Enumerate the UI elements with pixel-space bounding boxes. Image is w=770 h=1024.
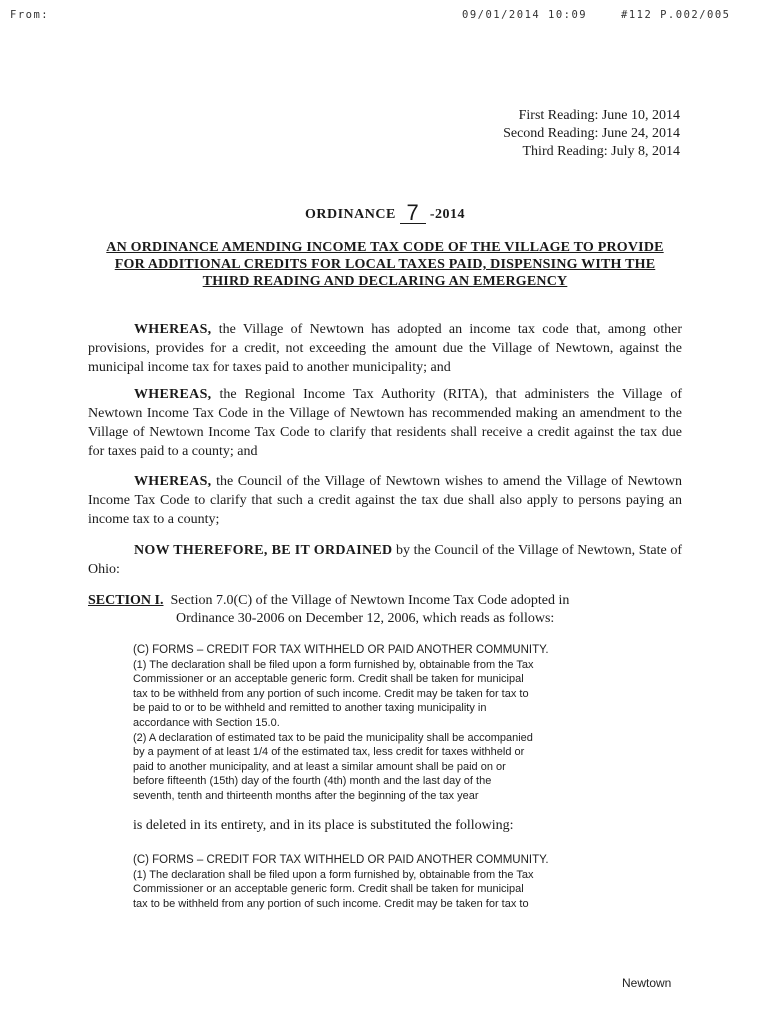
- ordinance-number: 7: [400, 203, 426, 224]
- heading-line: AN ORDINANCE AMENDING INCOME TAX CODE OF THE VILLAGE TO PROVIDE: [106, 240, 664, 255]
- code-line: (C) FORMS – CREDIT FOR TAX WITHHELD OR PAID ANOTHER COMMUNITY.: [133, 644, 549, 656]
- paragraph-text: by the Council of the Village of Newtown, State of Ohio:: [88, 543, 682, 577]
- fax-date: 09/01/2014: [462, 9, 541, 21]
- code-line: (C) FORMS – CREDIT FOR TAX WITHHELD OR PAID ANOTHER COMMUNITY.: [133, 854, 549, 866]
- whereas-paragraph-1: [88, 320, 682, 377]
- code-line: (1) The declaration shall be filed upon a form furnished by, obtainable from the Tax: [133, 868, 534, 881]
- code-line: seventh, tenth and thirteenth months after the beginning of the tax year: [133, 789, 479, 802]
- paragraph-text: the Regional Income Tax Authority (RITA), that administers the Village of Newtown Income Tax Code in the Village of Newtown has recommended making an amendment to the Village of Newtown Income Tax Code to clarify that residents shall receive a credit against the tax due for taxes paid to a county; and: [88, 387, 682, 459]
- paragraph-text: the Council of the Village of Newtown wishes to amend the Village of Newtown Income Tax Code to clarify that such a credit against the tax due shall also apply to persons paying an income tax to a county;: [88, 474, 682, 527]
- section-text-line-1: Section 7.0(C) of the Village of Newtown Income Tax Code adopted in: [163, 593, 570, 608]
- section-label: SECTION I.: [88, 593, 164, 608]
- first-reading: First Reading: June 10, 2014: [518, 108, 680, 123]
- paragraph-lead: WHEREAS,: [134, 474, 212, 489]
- footer-newtown: Newtown: [622, 976, 672, 990]
- code-line: tax to be withheld from any portion of such income. Credit may be taken for tax to: [133, 687, 529, 700]
- second-reading: Second Reading: June 24, 2014: [503, 126, 680, 141]
- heading-line: THIRD READING AND DECLARING AN EMERGENCY: [202, 274, 568, 289]
- code-line: before fifteenth (15th) day of the fourth (4th) month and the last day of the: [133, 775, 492, 788]
- fax-time: 10:09: [548, 9, 588, 21]
- fax-page-number: #112 P.002/005: [621, 9, 731, 21]
- code-line: (2) A declaration of estimated tax to be paid the municipality shall be accompanied: [133, 731, 533, 744]
- ordinance-prefix: ORDINANCE: [304, 207, 396, 222]
- paragraph-lead: WHEREAS,: [134, 387, 212, 402]
- code-line: Commissioner or an acceptable generic form. Credit shall be taken for municipal: [133, 883, 524, 896]
- reading-dates: [503, 107, 680, 161]
- code-line: by a payment of at least 1/4 of the estimated tax, less credit for taxes withheld or: [133, 746, 525, 759]
- whereas-paragraph-3: [88, 472, 682, 529]
- fax-from: From:: [10, 9, 50, 21]
- whereas-paragraph-2: [88, 385, 682, 461]
- section-text-line-2: Ordinance 30-2006 on December 12, 2006, which reads as follows:: [176, 611, 555, 626]
- third-reading: Third Reading: July 8, 2014: [522, 144, 680, 159]
- ordained-paragraph: [88, 541, 682, 579]
- substitution-statement: is deleted in its entirety, and in its place is substituted the following:: [133, 818, 514, 833]
- code-line: be paid to or to be withheld and remitted to another taxing municipality in: [133, 702, 487, 715]
- heading-line: FOR ADDITIONAL CREDITS FOR LOCAL TAXES PAID, DISPENSING WITH THE: [114, 257, 656, 272]
- paragraph-lead: WHEREAS,: [134, 322, 212, 337]
- ordinance-title: [0, 200, 770, 225]
- code-line: accordance with Section 15.0.: [133, 716, 280, 729]
- original-code-text: [133, 643, 603, 804]
- ordinance-year: -2014: [429, 207, 465, 222]
- replacement-code-text: [133, 853, 603, 911]
- section-1: [88, 592, 682, 628]
- code-line: (1) The declaration shall be filed upon a form furnished by, obtainable from the Tax: [133, 658, 534, 671]
- paragraph-lead: NOW THEREFORE, BE IT ORDAINED: [134, 543, 393, 558]
- code-line: Commissioner or an acceptable generic form. Credit shall be taken for municipal: [133, 673, 524, 686]
- code-line: paid to another municipality, and at least a similar amount shall be paid on or: [133, 760, 506, 773]
- ordinance-heading: [88, 239, 682, 290]
- code-line: tax to be withheld from any portion of such income. Credit may be taken for tax to: [133, 897, 529, 910]
- paragraph-text: the Village of Newtown has adopted an income tax code that, among other provisions, provides for a credit, not exceeding the amount due the Village of Newtown, against the municipal income tax for taxes paid to another municipality; and: [88, 322, 682, 375]
- fax-header: [0, 9, 770, 23]
